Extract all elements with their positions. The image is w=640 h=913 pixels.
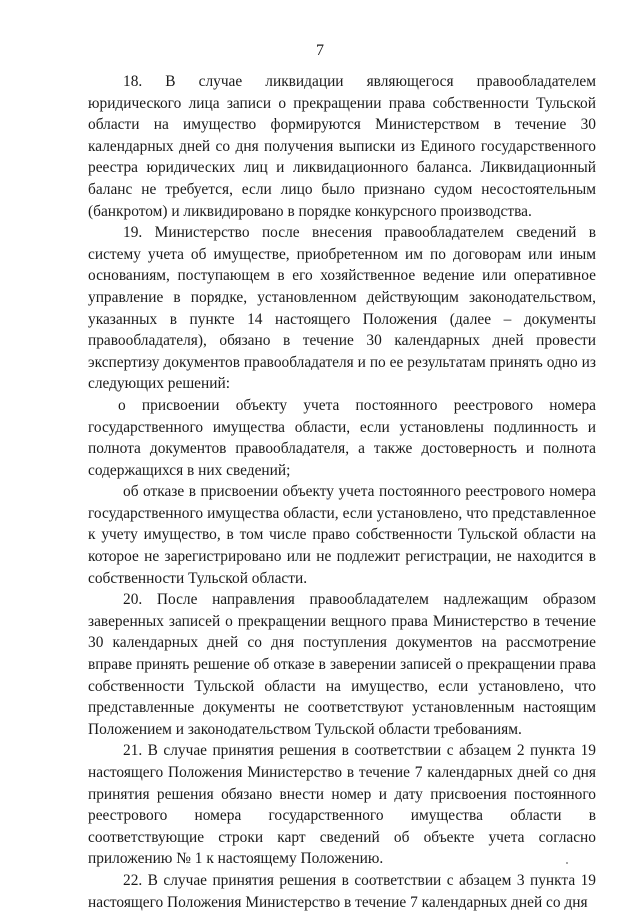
scan-speck [566, 862, 568, 864]
paragraph-20: 20. После направления правообладателем надлежащим образом заверенных записей о прекращении вещного права Министерство в течение 30 календарных дней со дня поступления документов на рассмотрение вправе принять решение об отказе в заверении записей о прекращении права собственности Тульской области на имущество, если установлено, что представленные документы не соответствуют установленным настоящим Положением и законодательством Тульской области требованиям. [88, 591, 596, 738]
paragraph-22: 22. В случае принятия решения в соответствии с абзацем 3 пункта 19 настоящего Положения Министерство в течение 7 календарных дней со дня [88, 871, 596, 911]
document-body [88, 71, 596, 913]
paragraph-18: 18. В случае ликвидации являющегося правообладателем юридического лица записи о прекращении права собственности Тульской области на имущество формируются Министерством в течение 30 календарных дней со дня получения выписки из Единого государственного реестра юридических лиц и ликвидационного баланса. Ликвидационный баланс не требуется, если лицо было признано судом несостоятельным (банкротом) и ликвидировано в порядке конкурсного производства. [88, 73, 596, 220]
paragraph-19: 19. Министерство после внесения правообладателем сведений в систему учета об имуществе, приобретенном им по договорам или иным основаниям, поступающем в его хозяйственное ведение или оперативное управление в порядке, установленном действующим законодательством, указанных в пункте 14 настоящего Положения (далее – документы правообладателя), обязано в течение 30 календарных дней провести экспертизу документов правообладателя и по ее результатам принять одно из следующих решений: [88, 224, 596, 393]
paragraph-19-option-assign: о присвоении объекту учета постоянного реестрового номера государственного имущества области, если установлены подлинность и полнота документов правообладателя, а также достоверность и полнота содержащихся в них сведений; [88, 396, 596, 479]
paragraph-19-option-refuse: об отказе в присвоении объекту учета постоянного реестрового номера государственного имущества области, если установлено, что представленное к учету имущество, в том числе право собственности Тульской области на которое не зарегистрировано или не подлежит регистрации, не находится в собственности Тульской области. [88, 483, 596, 587]
paragraph-21: 21. В случае принятия решения в соответствии с абзацем 2 пункта 19 настоящего Положения Министерство в течение 7 календарных дней со дня принятия решения обязано внести номер и дату присвоения постоянного реестрового номера государственного имущества области в соответствующие строки карт сведений об объекте учета согласно приложению № 1 к настоящему Положению. [88, 742, 596, 868]
page-number: 7 [316, 42, 324, 59]
